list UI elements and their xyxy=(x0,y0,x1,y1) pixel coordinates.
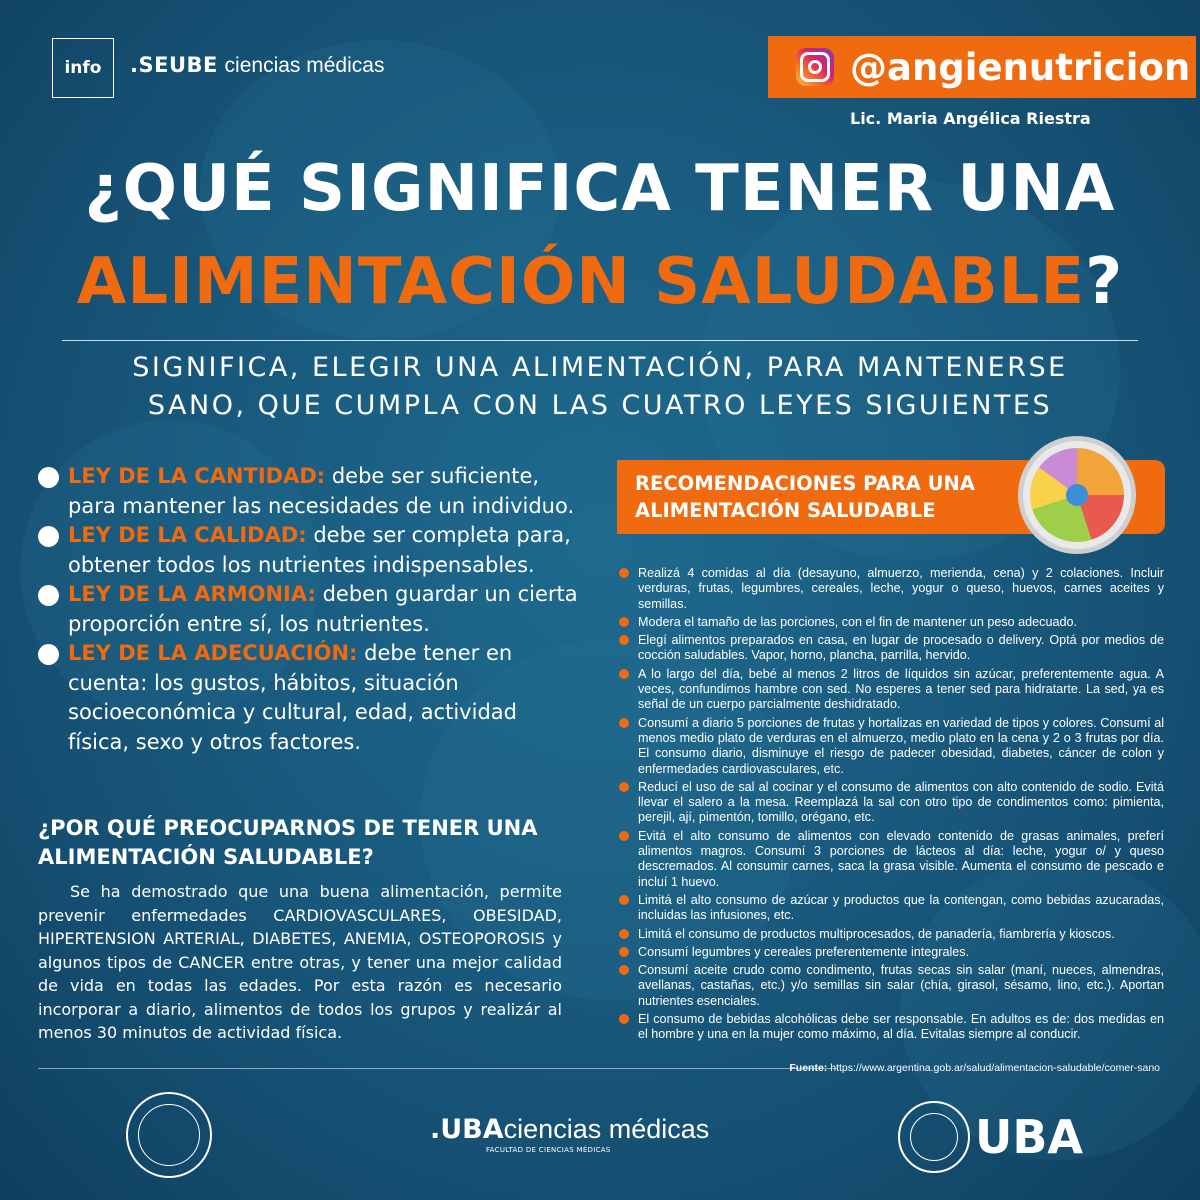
food-plate-center xyxy=(1066,484,1088,506)
recommendation-item xyxy=(619,963,1164,1009)
subtitle-line2: SANO, QUE CUMPLA CON LAS CUATRO LEYES SIGUIENTES xyxy=(147,390,1053,421)
law-item xyxy=(38,462,578,521)
source-citation xyxy=(760,1062,1160,1074)
recommendations-title: RECOMENDACIONES PARA UNA ALIMENTACIÓN SALUDABLE xyxy=(635,472,975,522)
law-name: LEY DE LA CALIDAD: xyxy=(68,523,307,547)
main-title-question-mark: ? xyxy=(1085,245,1124,319)
law-name: LEY DE LA ARMONIA: xyxy=(68,582,316,606)
bullet-icon xyxy=(619,831,629,841)
law-text: deben guardar un cierta proporción entre sí, los nutrientes. xyxy=(68,582,578,636)
why-paragraph: Se ha demostrado que una buena alimentación, permite prevenir enfermedades CARDIOVASCULARES, OBESIDAD, HIPERTENSION ARTERIAL, DIABETES, ANEMIA, OSTEOPOROSIS y algunos tipos de CANCER entre otras, y tener una mejor calidad de vida en todas las edades. Por esta razón es necesario incorporar a diario, alimentos de todos los grupos y realizár al menos 30 minutos de actividad física. xyxy=(38,882,562,1042)
recommendation-item xyxy=(619,893,1164,924)
main-title-line2 xyxy=(0,245,1200,319)
recommendation-item xyxy=(619,667,1164,713)
author-name: Lic. Maria Angélica Riestra xyxy=(850,109,1091,128)
recommendation-text: Consumí a diario 5 porciones de frutas y hortalizas en variedad de tipos y colores. Consumí al menos medio plato de verduras en el almuerzo, medio plato en la cena y 2 o 3 frutas por día. El consumo diario, disminuye el riesgo de padecer obesidad, diabetes, cáncer de colon y enfermedades cardiovasculares, etc. xyxy=(638,715,1164,776)
bullet-icon xyxy=(619,718,629,728)
recommendation-text: Elegí alimentos preparados en casa, en lugar de procesado o delivery. Optá por medios de cocción saludables. Vapor, horno, plancha, parrilla, hervido. xyxy=(638,633,1164,663)
info-label: info xyxy=(64,58,102,78)
recommendation-text: A lo largo del día, bebé al menos 2 litros de líquidos sin azúcar, preferentemente agua. A veces, confundimos hambre con sed. No esperes a tener sed para hidratarte. La sed, ya es señal de un cuerpo parcialmente deshidratado. xyxy=(638,666,1164,712)
source-link[interactable]: https://www.argentina.gob.ar/salud/alimentacion-saludable/comer-sano xyxy=(830,1062,1160,1074)
info-badge xyxy=(52,38,114,98)
law-item xyxy=(38,521,578,580)
main-title-highlight: ALIMENTACIÓN SALUDABLE xyxy=(76,245,1086,319)
bullet-icon xyxy=(619,965,629,975)
bullet-icon xyxy=(619,1014,629,1024)
bullet-icon xyxy=(619,947,629,957)
seube-brand-text: ciencias médicas xyxy=(224,54,385,77)
seube-brand: .SEUBE xyxy=(130,53,218,77)
bullet-icon xyxy=(619,635,629,645)
uba-ciencias-medicas-logo xyxy=(430,1114,709,1145)
bullet-icon xyxy=(38,467,59,488)
bullet-icon xyxy=(38,644,59,665)
uba-logo: UBA xyxy=(975,1110,1084,1164)
bullet-icon xyxy=(619,617,629,627)
law-text: debe ser suficiente, para mantener las necesidades de un individuo. xyxy=(68,464,575,518)
recommendation-text: Limitá el consumo de productos multiprocesados, de panadería, fiambrería y kioscos. xyxy=(638,926,1115,941)
recommendation-text: El consumo de bebidas alcohólicas debe ser responsable. En adultos es de: dos medidas en el hombre y una en la mujer como máximo, al día. Evitalas siempre al conducir. xyxy=(638,1012,1164,1042)
uba-brand-text: ciencias médicas xyxy=(503,1114,710,1144)
instagram-handle: @angienutricion xyxy=(850,45,1191,89)
recommendation-item xyxy=(619,566,1164,612)
instagram-banner[interactable] xyxy=(768,36,1196,98)
bullet-icon xyxy=(619,568,629,578)
footer-divider xyxy=(38,1068,838,1069)
bullet-icon xyxy=(38,526,59,547)
laws-list xyxy=(38,462,578,757)
bullet-icon xyxy=(38,585,59,606)
recommendation-item xyxy=(619,945,1164,960)
law-text: debe ser completa para, obtener todos los nutrientes indispensables. xyxy=(68,523,571,577)
bullet-icon xyxy=(619,895,629,905)
law-item xyxy=(38,639,578,757)
recommendation-text: Consumí legumbres y cereales preferentemente integrales. xyxy=(638,944,970,959)
recommendation-text: Reducí el uso de sal al cocinar y el consumo de alimentos con alto contenido de sodio. Evitá llevar el salero a la mesa. Reemplazá la sal con otro tipo de condimentos como: pimienta, perejil, ají, pimentón, tomillo, orégano, etc. xyxy=(638,779,1164,825)
recommendation-text: Evitá el alto consumo de alimentos con elevado contenido de grasas animales, preferí alimentos magros. Consumí 3 porciones de lácteos al día: leche, yogur o/ y queso descremados. Al consumir carnes, saca la grasa visible. Aumenta el consumo de pescado e incluí 1 huevo. xyxy=(638,828,1164,889)
seube-seal-inner-ring xyxy=(138,1104,200,1166)
recommendation-text: Realizá 4 comidas al día (desayuno, almuerzo, merienda, cena) y 2 colaciones. Incluir verduras, frutas, legumbres, cereales, leche, yogur o queso, huevos, carnes aceites y semillas. xyxy=(638,566,1164,611)
bullet-icon xyxy=(619,669,629,679)
source-label: Fuente: xyxy=(789,1062,828,1074)
title-divider xyxy=(62,340,1138,341)
recommendation-item xyxy=(619,633,1164,664)
uba-brand: .UBA xyxy=(430,1114,504,1145)
law-text: debe tener en cuenta: los gustos, hábitos, situación socioeconómica y cultural, edad, actividad física, sexo y otros factores. xyxy=(68,641,517,754)
recommendation-item xyxy=(619,615,1164,630)
recommendation-item xyxy=(619,1012,1164,1043)
recommendation-text: Consumí aceite crudo como condimento, frutas secas sin salar (maní, nueces, almendras, avellanas, castañas, etc.) y/o semillas sin salar (chía, girasol, sésamo, lino, etc.). Aportan nutrientes esenciales. xyxy=(638,963,1164,1008)
bullet-icon xyxy=(619,929,629,939)
recommendation-item xyxy=(619,829,1164,890)
recommendation-text: Limitá el alto consumo de azúcar y productos que la contengan, como bebidas azucaradas, incluidas las infusiones, etc. xyxy=(638,892,1164,923)
bullet-icon xyxy=(619,782,629,792)
recommendation-text: Modera el tamaño de las porciones, con el fin de mantener un peso adecuado. xyxy=(638,614,1077,629)
why-heading: ¿POR QUÉ PREOCUPARNOS DE TENER UNA ALIMENTACIÓN SALUDABLE? xyxy=(38,816,538,869)
recommendations-list xyxy=(619,566,1164,1046)
uba-seal-inner-ring xyxy=(910,1113,958,1161)
subtitle-line1: SIGNIFICA, ELEGIR UNA ALIMENTACIÓN, PARA MANTENERSE xyxy=(132,352,1068,383)
law-item xyxy=(38,580,578,639)
recommendation-item xyxy=(619,716,1164,777)
law-name: LEY DE LA ADECUACIÓN: xyxy=(68,641,358,665)
seube-header-logo xyxy=(130,53,384,78)
law-name: LEY DE LA CANTIDAD: xyxy=(68,464,326,488)
recommendation-item xyxy=(619,780,1164,826)
main-title-line1: ¿QUÉ SIGNIFICA TENER UNA xyxy=(84,152,1116,226)
instagram-icon xyxy=(796,48,834,86)
uba-faculty-label: FACULTAD DE CIENCIAS MÉDICAS xyxy=(486,1146,611,1154)
recommendation-item xyxy=(619,927,1164,942)
